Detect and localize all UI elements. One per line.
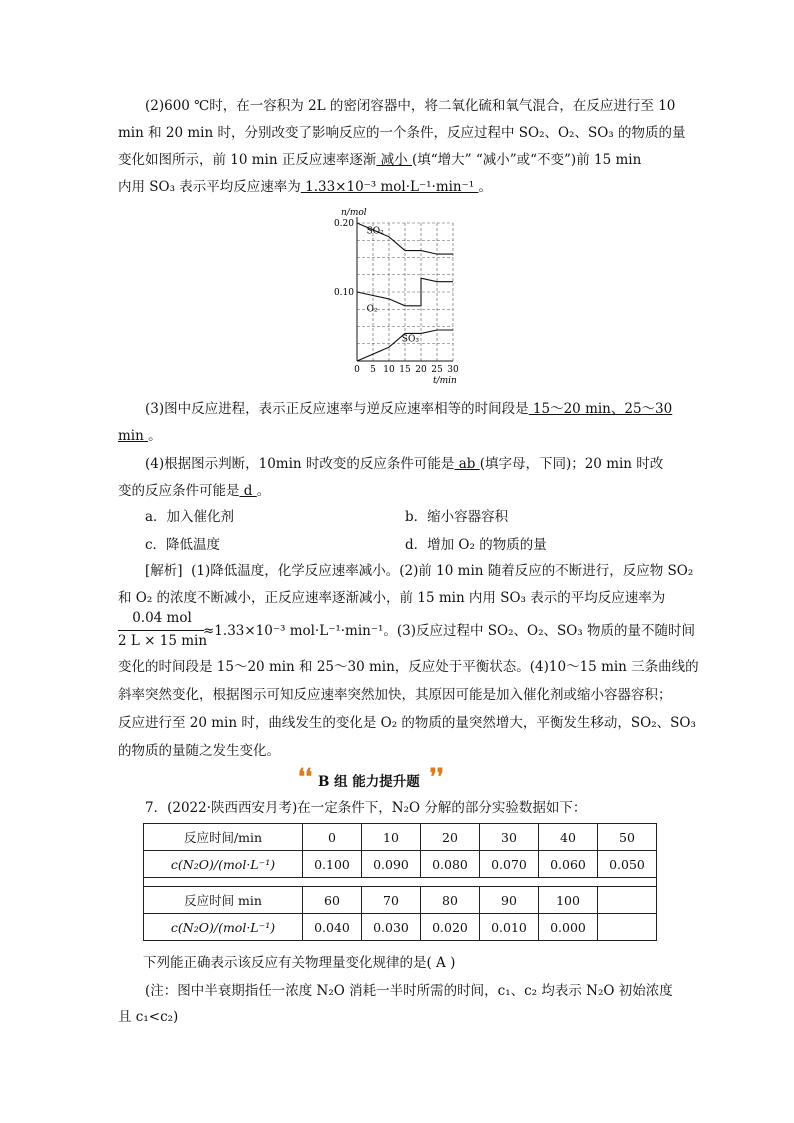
q4-text: (填字母，下同)；20 min 时改 <box>479 456 664 472</box>
q3-line1 <box>145 400 672 418</box>
q4-line1 <box>145 455 663 473</box>
x-tick-label: 0 <box>354 365 360 375</box>
x-tick-label: 30 <box>447 365 459 375</box>
table-cell: 0.100 <box>303 851 362 878</box>
series-label: SO₂ <box>366 226 384 237</box>
x-axis-label: t/min <box>433 376 457 386</box>
section-banner <box>298 764 444 790</box>
q4-answer1: ab <box>454 456 480 472</box>
table-cell: 0.010 <box>480 914 539 941</box>
table-cell: 0.040 <box>303 914 362 941</box>
data-table <box>143 823 657 941</box>
q2-text: 变化如图所示，前 10 min 正反应速率逐渐 <box>118 152 377 168</box>
analysis-line6: 反应进行至 20 min 时，曲线发生的变化是 O₂ 的物质的量突然增大，平衡发生移动，SO₂、SO₃ <box>118 715 696 731</box>
table-row <box>144 914 657 941</box>
table-row <box>144 887 657 914</box>
table-cell <box>598 914 657 941</box>
analysis-text: (1)降低温度，化学反应速率减小。(2)前 10 min 随着反应的不断进行，反应物 SO₂ <box>191 563 694 579</box>
q2-text: 。 <box>478 179 492 195</box>
analysis-line1 <box>145 562 693 580</box>
table-spacer-row <box>144 878 657 887</box>
q2-line3 <box>118 151 641 169</box>
q2-answer1: 减小 <box>376 152 412 168</box>
q4-line2 <box>118 482 270 500</box>
q7-note-line2: 且 c₁<c₂) <box>118 1009 179 1025</box>
table-cell: 80 <box>421 887 480 914</box>
section-title: B 组 能力提升题 <box>318 774 420 790</box>
table-cell: 100 <box>539 887 598 914</box>
table-cell: 30 <box>480 824 539 851</box>
q2-text: 内用 SO₃ 表示平均反应速率为 <box>118 179 301 195</box>
q2-text: (填“增大” “减小”或“不变”)前 15 min <box>411 152 642 168</box>
analysis-line7: 的物质的量随之发生变化。 <box>118 743 280 759</box>
series-label: O₂ <box>366 304 378 315</box>
x-tick-label: 15 <box>399 365 411 375</box>
q7-prompt: 下列能正确表示该反应有关物理量变化规律的是( A ) <box>143 955 456 971</box>
table-cell: 0.030 <box>362 914 421 941</box>
table-cell: 0.050 <box>598 851 657 878</box>
series-label: SO₃ <box>401 334 419 345</box>
table-cell: 0.060 <box>539 851 598 878</box>
q4-text: (4)根据图示判断，10min 时改变的反应条件可能是 <box>145 456 455 472</box>
table-cell: 20 <box>421 824 480 851</box>
table-cell <box>598 887 657 914</box>
q4-text: 。 <box>256 483 271 499</box>
q7-note-line1: (注：图中半衰期指任一浓度 N₂O 消耗一半时所需的时间，c₁、c₂ 均表示 N₂O 初始浓度 <box>145 983 673 999</box>
q4-answer2: d <box>239 483 257 499</box>
q3-line2 <box>118 427 162 445</box>
x-tick-label: 10 <box>383 365 395 375</box>
table-cell: 反应时间/min <box>144 824 303 851</box>
x-tick-label: 20 <box>415 365 427 375</box>
n-vs-t-chart <box>325 203 465 388</box>
q4-text: 变的反应条件可能是 <box>118 483 240 499</box>
q2-line2: min 和 20 min 时，分别改变了影响反应的一个条件，反应过程中 SO₂、O₂、SO₃ 的物质的量 <box>118 125 686 141</box>
table-cell: 90 <box>480 887 539 914</box>
q2-line4 <box>118 178 492 196</box>
table-cell: 40 <box>539 824 598 851</box>
table-cell: 反应时间 min <box>144 887 303 914</box>
analysis-label: [解析] <box>145 563 183 579</box>
x-tick-label: 25 <box>431 365 443 375</box>
table-row <box>144 824 657 851</box>
q7-stem: 7．(2022·陕西西安月考)在一定条件下，N₂O 分解的部分实验数据如下： <box>145 800 587 816</box>
y-axis-label: n/mol <box>341 208 367 218</box>
close-quote-icon: ❜❜ <box>429 764 444 790</box>
option-a: a．加入催化剂 <box>145 509 235 525</box>
q2-line1: (2)600 ℃时，在一容积为 2L 的密闭容器中，将二氧化硫和氧气混合，在反应进行至 10 <box>145 98 676 114</box>
analysis-line3: ≈1.33×10⁻³ mol·L⁻¹·min⁻¹。(3)反应过程中 SO₂、O₂、SO₃ 物质的量不随时间 <box>203 623 696 639</box>
table-cell: 0.080 <box>421 851 480 878</box>
analysis-line4: 变化的时间段是 15～20 min 和 25～30 min，反应处于平衡状态。(4)10～15 min 三条曲线的 <box>118 659 699 675</box>
table-cell: 60 <box>303 887 362 914</box>
x-tick-label: 5 <box>370 365 376 375</box>
table-cell: 0.090 <box>362 851 421 878</box>
table-cell: 0.000 <box>539 914 598 941</box>
q3-answer-cont: min <box>118 428 149 444</box>
table-cell: c(N₂O)/(mol·L⁻¹) <box>144 851 303 878</box>
table-cell: 0.070 <box>480 851 539 878</box>
y-tick-label: 0.20 <box>333 219 354 229</box>
q3-answer: 15～20 min、25～30 <box>528 401 673 417</box>
table-cell: 0.020 <box>421 914 480 941</box>
table-cell: 10 <box>362 824 421 851</box>
analysis-line2: 和 O₂ 的浓度不断减小，正反应速率逐渐减小，前 15 min 内用 SO₃ 表示的平均反应速率为 <box>118 590 666 606</box>
table-cell: c(N₂O)/(mol·L⁻¹) <box>144 914 303 941</box>
q3-text: (3)图中反应进程，表示正反应速率与逆反应速率相等的时间段是 <box>145 401 529 417</box>
analysis-line5: 斜率突然变化，根据图示可知反应速率突然加快，其原因可能是加入催化剂或缩小容器容积； <box>118 687 672 703</box>
option-c: c．降低温度 <box>145 537 221 553</box>
q3-text: 。 <box>148 428 162 444</box>
fraction-denominator: 2 L × 15 min <box>118 633 208 649</box>
table-row <box>144 851 657 878</box>
option-b: b．缩小容器容积 <box>405 509 509 525</box>
y-tick-label: 0.10 <box>333 288 354 298</box>
table-cell: 0 <box>303 824 362 851</box>
table-cell: 50 <box>598 824 657 851</box>
fraction-numerator: 0.04 mol <box>132 610 192 626</box>
q2-answer2: 1.33×10⁻³ mol·L⁻¹·min⁻¹ <box>300 179 479 195</box>
table-cell: 70 <box>362 887 421 914</box>
open-quote-icon: ❛❛ <box>298 764 313 790</box>
option-d: d．增加 O₂ 的物质的量 <box>405 537 547 553</box>
fraction-bar <box>118 630 204 631</box>
